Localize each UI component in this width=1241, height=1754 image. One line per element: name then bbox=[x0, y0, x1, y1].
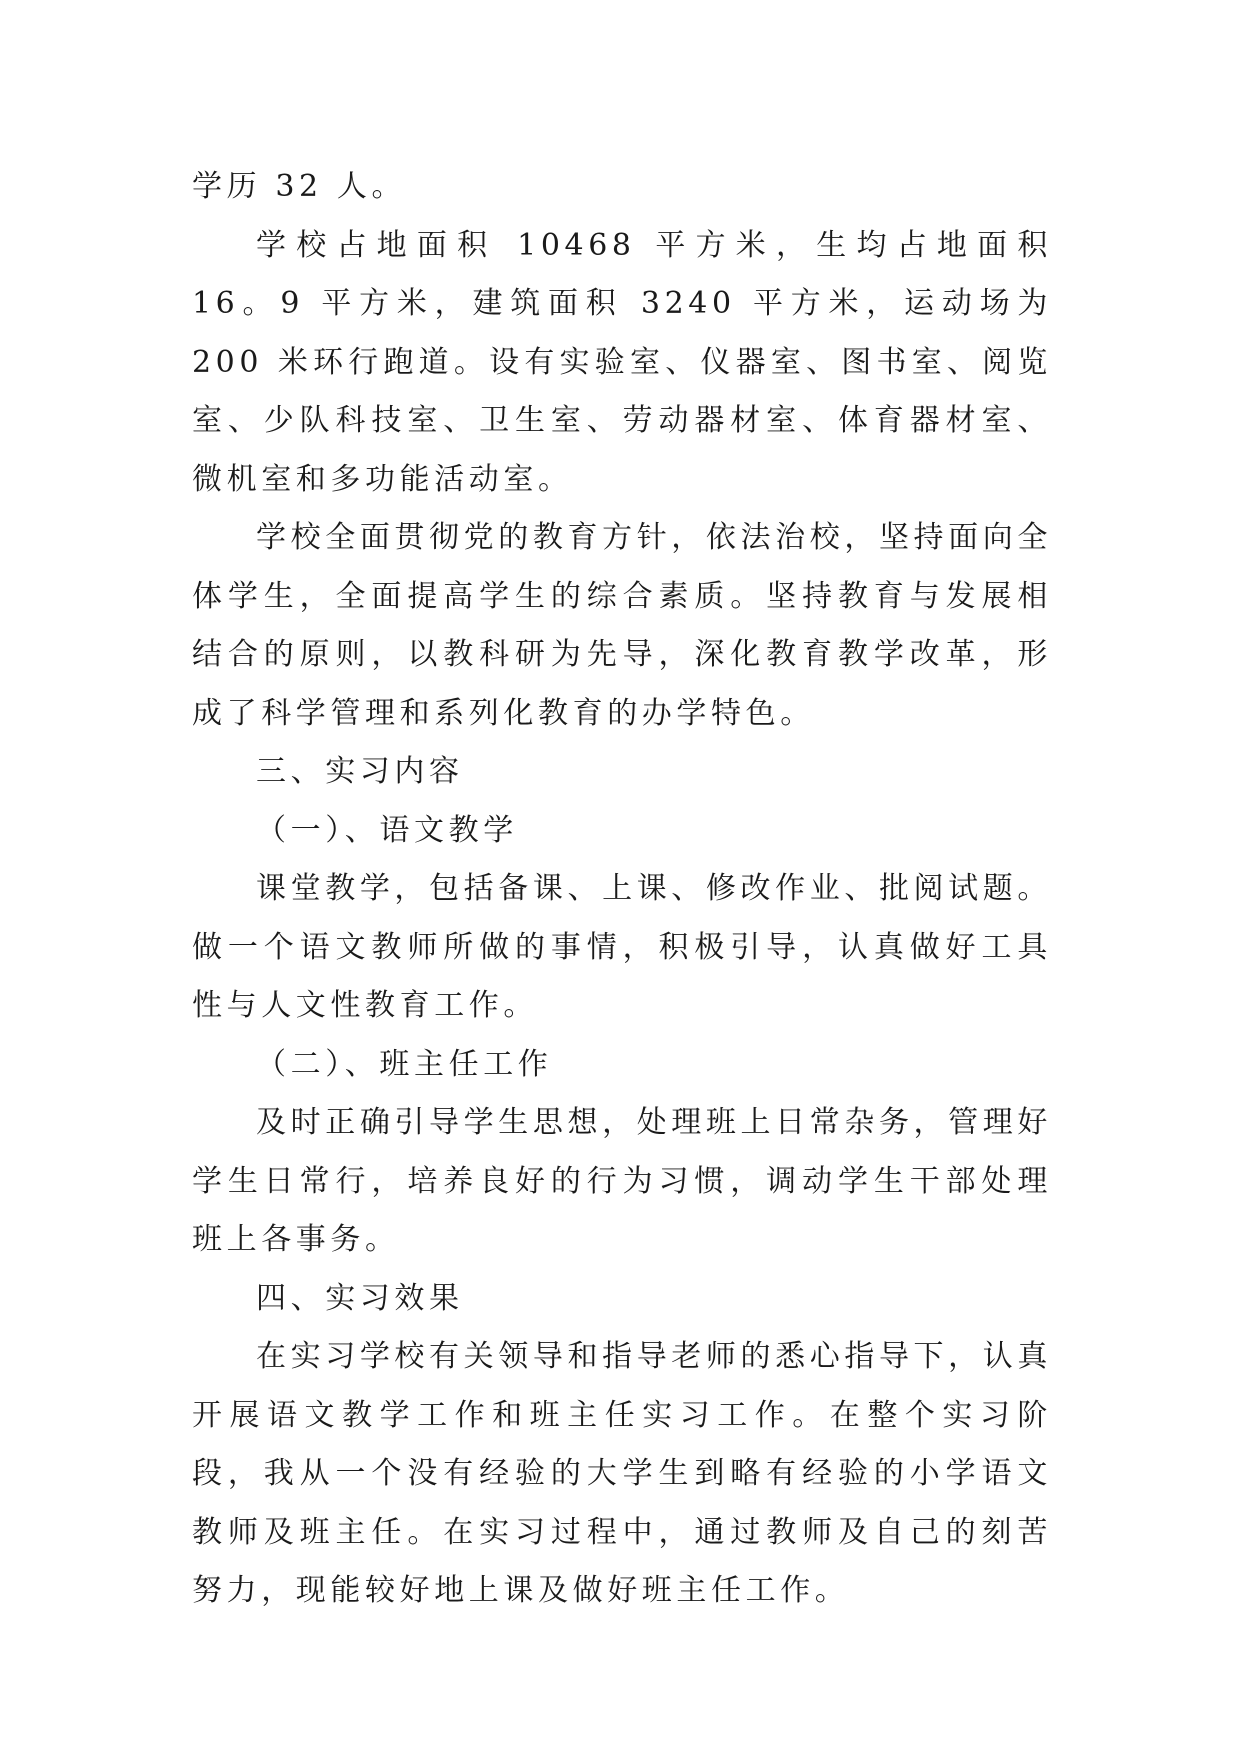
paragraph-head-teacher: 及时正确引导学生思想，处理班上日常杂务，管理好学生日常行，培养良好的行为习惯，调动学生干部处理班上各事务。 bbox=[192, 1105, 1052, 1257]
section-heading-internship-content: 三、实习内容 bbox=[256, 754, 464, 789]
section-heading-internship-results: 四、实习效果 bbox=[256, 1280, 464, 1316]
document-body bbox=[192, 158, 1052, 1621]
paragraph-continuation: 学历 32 人。 bbox=[192, 169, 407, 204]
paragraph-chinese-teaching: 课堂教学，包括备课、上课、修改作业、批阅试题。做一个语文教师所做的事情，积极引导，认真做好工具性与人文性教育工作。 bbox=[192, 871, 1052, 1023]
paragraph-internship-results: 在实习学校有关领导和指导老师的悉心指导下，认真开展语文教学工作和班主任实习工作。在整个实习阶段，我从一个没有经验的大学生到略有经验的小学语文教师及班主任。在实习过程中，通过教师及自己的刻苦努力，现能较好地上课及做好班主任工作。 bbox=[192, 1339, 1052, 1608]
subsection-heading-chinese-teaching: （一）、语文教学 bbox=[256, 812, 518, 848]
paragraph-school-facilities: 学校占地面积 10468 平方米，生均占地面积 16。9 平方米，建筑面积 3240 平方米，运动场为 200 米环行跑道。设有实验室、仪器室、图书室、阅览室、少队科技室、卫生室、劳动器材室、体育器材室、微机室和多功能活动室。 bbox=[192, 227, 1052, 497]
paragraph-school-policy: 学校全面贯彻党的教育方针，依法治校，坚持面向全体学生，全面提高学生的综合素质。坚持教育与发展相结合的原则，以教科研为先导，深化教育教学改革，形成了科学管理和系列化教育的办学特色。 bbox=[192, 520, 1052, 731]
subsection-heading-head-teacher: （二）、班主任工作 bbox=[256, 1046, 553, 1082]
